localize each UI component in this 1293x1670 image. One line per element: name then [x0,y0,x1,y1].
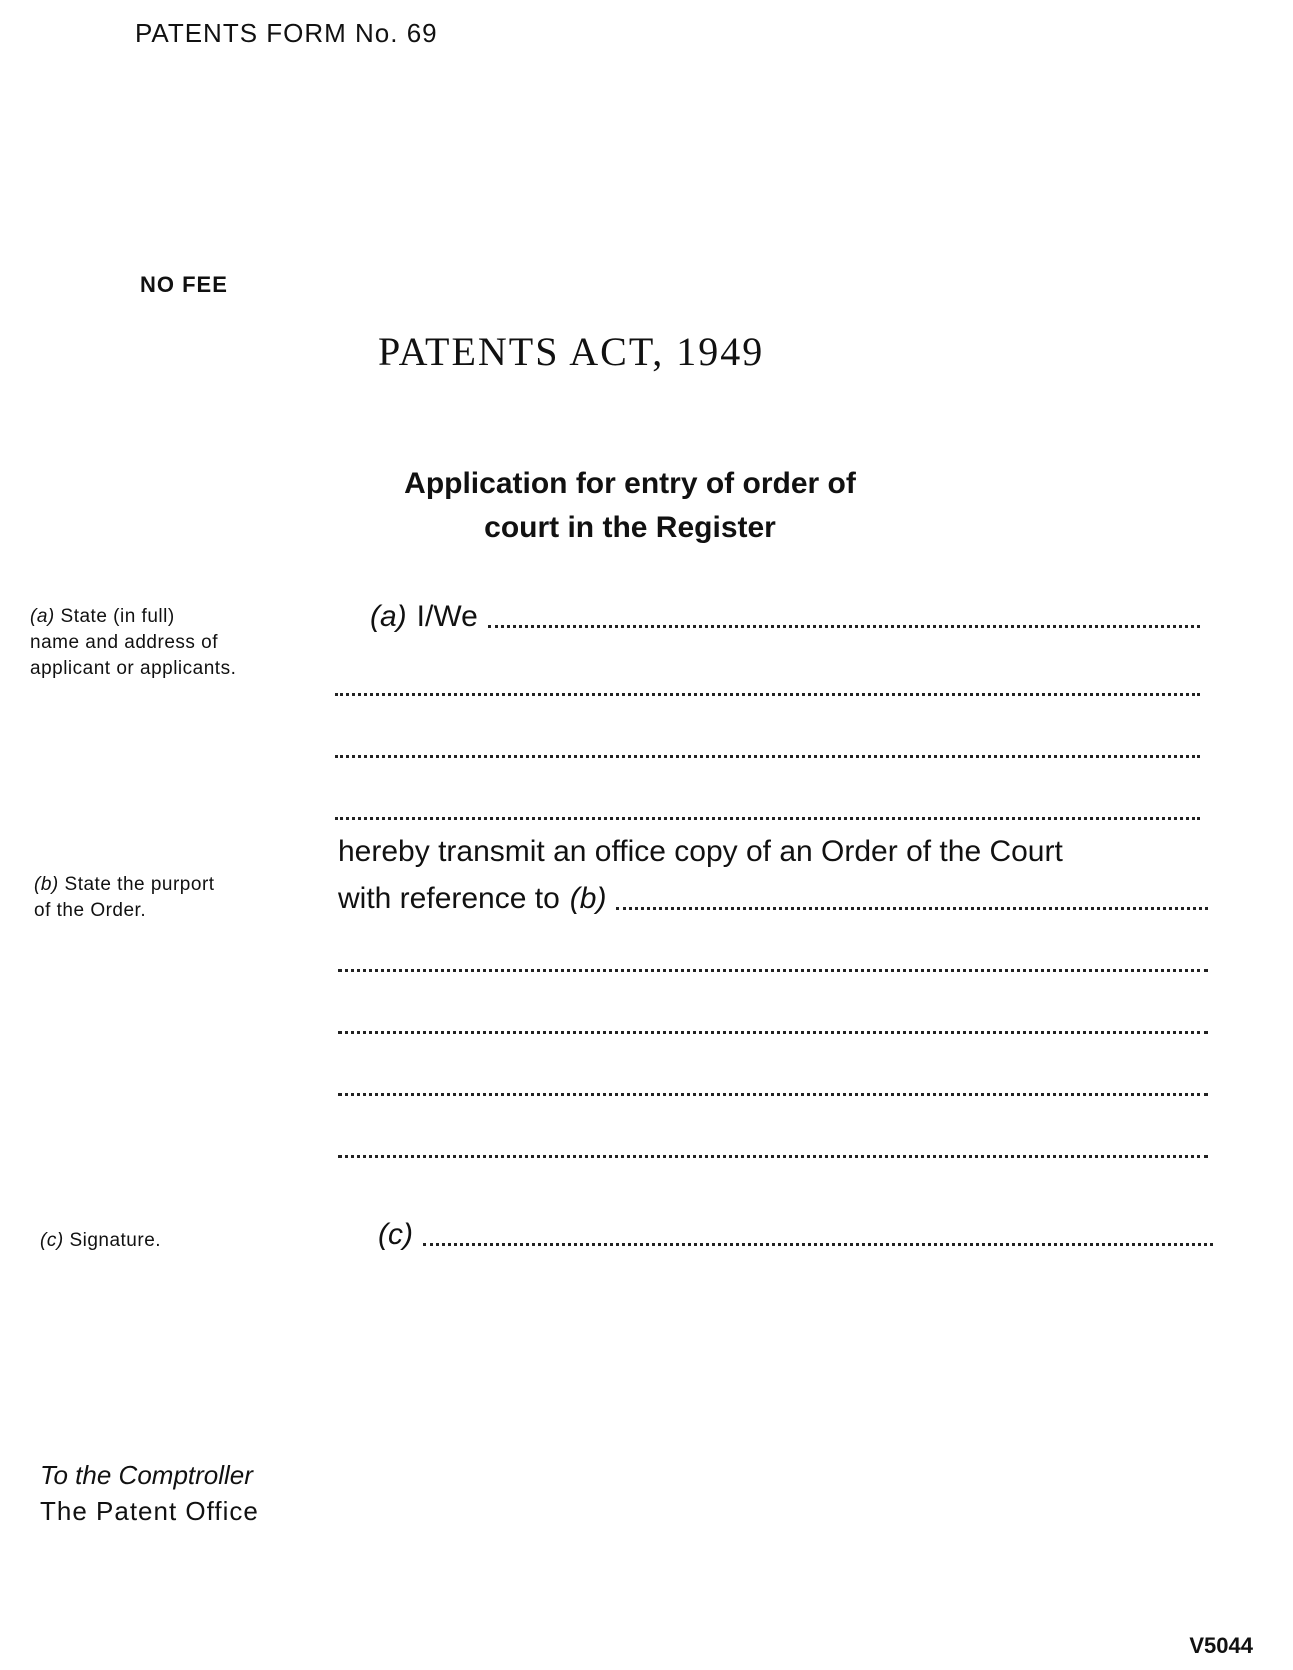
reference-text: with reference to [338,882,560,915]
reference-dotted-line[interactable] [338,1155,1208,1158]
body-c-marker: (c) [378,1218,413,1251]
note-a-line3: applicant or applicants. [30,658,237,679]
applicant-line-2[interactable] [335,668,1200,702]
signature-line[interactable] [378,1218,1213,1252]
reference-line-2[interactable] [338,944,1208,978]
form-number: PATENTS FORM No. 69 [135,18,438,48]
reference-line-5[interactable] [338,1130,1208,1164]
note-b-marker: (b) [34,874,59,895]
applicant-dotted-line[interactable] [335,755,1200,758]
reference-dotted-line[interactable] [616,907,1208,910]
applicant-line-4[interactable] [335,792,1200,826]
note-a [30,604,236,682]
office-line: The Patent Office [40,1496,259,1526]
application-title [330,462,930,550]
note-a-line2: name and address of [30,632,219,653]
addressee-line: To the Comptroller [40,1460,253,1490]
applicant-dotted-line[interactable] [335,693,1200,696]
applicant-line-1[interactable] [370,600,1200,634]
body-b-marker: (b) [569,882,607,915]
reference-line-3[interactable] [338,1006,1208,1040]
note-a-marker: (a) [30,606,55,627]
reference-dotted-line[interactable] [338,969,1208,972]
reference-line-4[interactable] [338,1068,1208,1102]
application-title-line2: court in the Register [484,511,776,544]
note-b [34,872,215,924]
note-c-text: Signature. [69,1230,162,1251]
transmit-statement: hereby transmit an office copy of an Order of the Court [338,835,1063,868]
reference-code: V5044 [1189,1633,1253,1658]
reference-dotted-line[interactable] [338,1031,1208,1034]
note-c-marker: (c) [40,1230,64,1251]
application-title-line1: Application for entry of order of [404,467,856,500]
note-c [40,1228,161,1254]
note-a-line1: State (in full) [60,606,175,627]
act-title: PATENTS ACT, 1949 [378,329,765,374]
note-b-line1: State the purport [64,874,215,895]
applicant-line-3[interactable] [335,730,1200,764]
signature-dotted-line[interactable] [423,1243,1213,1246]
note-b-line2: of the Order. [34,900,147,921]
fee-notice: NO FEE [140,272,228,297]
applicant-dotted-line[interactable] [335,817,1200,820]
reference-line-1[interactable] [338,882,1208,916]
body-a-marker: (a) [370,600,407,633]
applicant-dotted-line[interactable] [488,625,1200,628]
applicant-prefix: I/We [416,600,478,633]
reference-dotted-line[interactable] [338,1093,1208,1096]
